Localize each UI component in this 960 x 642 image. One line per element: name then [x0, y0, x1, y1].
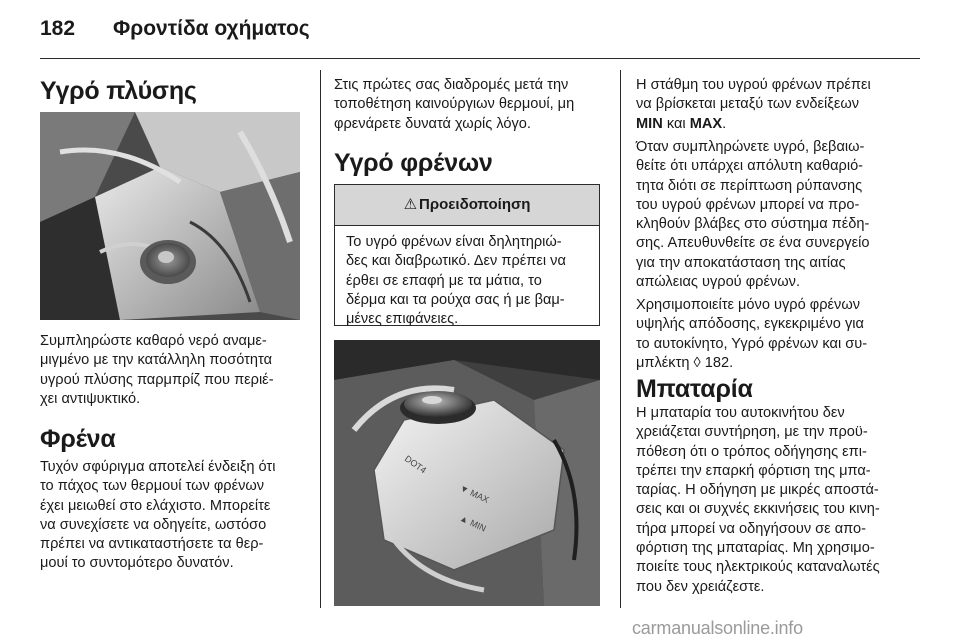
text-line: τητα διότι σε περίπτωση ρύπανσης — [636, 177, 863, 194]
text-line: έχει μειωθεί στο ελάχιστο. Μπορείτε — [40, 497, 271, 514]
text-line: Συμπληρώστε καθαρό νερό αναμε- — [40, 333, 267, 349]
new-pads-paragraph — [334, 76, 574, 134]
text-line: φρενάρετε δυνατά χωρίς λόγο. — [334, 115, 531, 132]
page-reference-arrow-icon: ◊ — [693, 354, 701, 371]
text-line: Χρησιμοποιείτε μόνο υγρό φρένων — [636, 297, 861, 313]
text-line: υγρού πλύσης παρμπρίζ που περιέ- — [40, 371, 274, 388]
text-line: Το υγρό φρένων είναι δηλητηριώ- — [346, 234, 562, 250]
svg-text:▲ MIN: ▲ MIN — [458, 512, 488, 534]
text-line: τήρα μπορεί να οδηγήσουν σε απο- — [636, 520, 867, 537]
text-line: το αυτοκίνητο, Υγρό φρένων και συ- — [636, 335, 868, 352]
text-line: το πάχος των θερμουί των φρένων — [40, 478, 265, 495]
text-line: υψηλής απόδοσης, εγκεκριμένο για — [636, 316, 864, 333]
svg-text:▼ MAX: ▼ MAX — [458, 482, 491, 505]
heading-washer-fluid: Υγρό πλύσης — [40, 77, 197, 105]
text-line: μιγμένο με την κατάλληλη ποσότητα — [40, 352, 273, 369]
section-title: Φροντίδα οχήματος — [113, 17, 310, 40]
text-line: ταρίας. Η οδήγηση με μικρές αποστά- — [636, 482, 879, 499]
text-line: έρθει σε επαφή με τα μάτια, το — [346, 272, 542, 289]
warning-triangle-icon: ⚠ — [403, 196, 418, 213]
brake-fluid-reservoir-photo — [334, 340, 600, 606]
warning-box — [334, 184, 600, 326]
page-reference-link[interactable]: 182. — [700, 354, 734, 371]
svg-text:DOT4: DOT4 — [402, 453, 429, 476]
text-line: να συνεχίσετε να οδηγείτε, ωστόσο — [40, 516, 267, 533]
text-line — [636, 115, 871, 134]
text-line: ποιείτε τους ηλεκτρικούς καταναλωτές — [636, 559, 880, 576]
heading-battery: Μπαταρία — [636, 375, 753, 403]
heading-brakes: Φρένα — [40, 425, 116, 453]
text-line: τοποθέτηση καινούργιων θερμουί, μη — [334, 96, 575, 113]
and-word: και — [662, 115, 690, 132]
warning-header — [335, 185, 599, 226]
text-line: χει αντιψυκτικό. — [40, 390, 141, 407]
brakes-paragraph — [40, 458, 275, 574]
text-line: Τυχόν σφύριγμα αποτελεί ένδειξη ότι — [40, 459, 276, 475]
footer-watermark: carmanualsonline.info — [632, 618, 803, 638]
header-divider — [40, 58, 920, 59]
text-line: να βρίσκεται μεταξύ των ενδείξεων — [636, 96, 860, 113]
text-line: Στις πρώτες σας διαδρομές μετά την — [334, 77, 569, 93]
approved-fluid-paragraph — [636, 296, 867, 373]
brake-fluid-level-paragraph — [636, 76, 871, 134]
text-line: του υγρού φρένων μπορεί να προ- — [636, 196, 860, 213]
text-line: για την αποκατάσταση της αιτίας — [636, 254, 846, 271]
text-line: απώλειας υγρού φρένων. — [636, 274, 801, 291]
text-line: σεις και οι συχνές εκκινήσεις του κινη- — [636, 501, 880, 518]
text-fragment: μπλέκτη — [636, 354, 694, 371]
text-line: φόρτιση της μπαταρίας. Μη χρησιμο- — [636, 540, 875, 557]
text-line: σης. Απευθυνθείτε σε ένα συνεργείο — [636, 235, 870, 252]
washer-fluid-paragraph — [40, 332, 274, 409]
max-label: MAX — [689, 115, 723, 132]
text-line: τρέπει την επαρκή φόρτιση της μπα- — [636, 462, 871, 479]
text-line: πόθεση ότι ο τρόπος οδήγησης επι- — [636, 443, 867, 460]
period: . — [722, 115, 727, 132]
text-line: δέρμα και τα ρούχα σας ή με βαμ- — [346, 291, 565, 308]
text-line: πρέπει να αντικαταστήσετε τα θερ- — [40, 536, 264, 553]
text-line: χρειάζεται συντήρηση, με την προϋ- — [636, 424, 868, 441]
page-number: 182 — [40, 17, 76, 40]
text-line: Η στάθμη του υγρού φρένων πρέπει — [636, 77, 871, 93]
text-line: μένες επιφάνειες. — [346, 311, 459, 328]
min-label: MIN — [636, 115, 663, 132]
text-line — [636, 354, 867, 373]
washer-reservoir-photo — [40, 112, 300, 320]
column-divider-left — [320, 70, 321, 608]
column-divider-right — [620, 70, 621, 608]
text-line: Η μπαταρία του αυτοκινήτου δεν — [636, 405, 845, 421]
text-line: Όταν συμπληρώνετε υγρό, βεβαιω- — [636, 139, 865, 155]
text-line: κληθούν βλάβες στο σύστημα πέδη- — [636, 216, 870, 233]
warning-title: Προειδοποίηση — [419, 196, 531, 213]
heading-brake-fluid: Υγρό φρένων — [334, 149, 493, 177]
text-line: που δεν χρειάζεστε. — [636, 578, 765, 595]
text-line: μουί το συντομότερο δυνατόν. — [40, 555, 234, 572]
fill-cleanliness-paragraph — [636, 138, 869, 292]
text-line: θείτε ότι υπάρχει απόλυτη καθαριό- — [636, 158, 864, 175]
warning-text — [346, 233, 566, 329]
text-line: δες και διαβρωτικό. Δεν πρέπει να — [346, 253, 566, 270]
battery-paragraph — [636, 404, 880, 597]
